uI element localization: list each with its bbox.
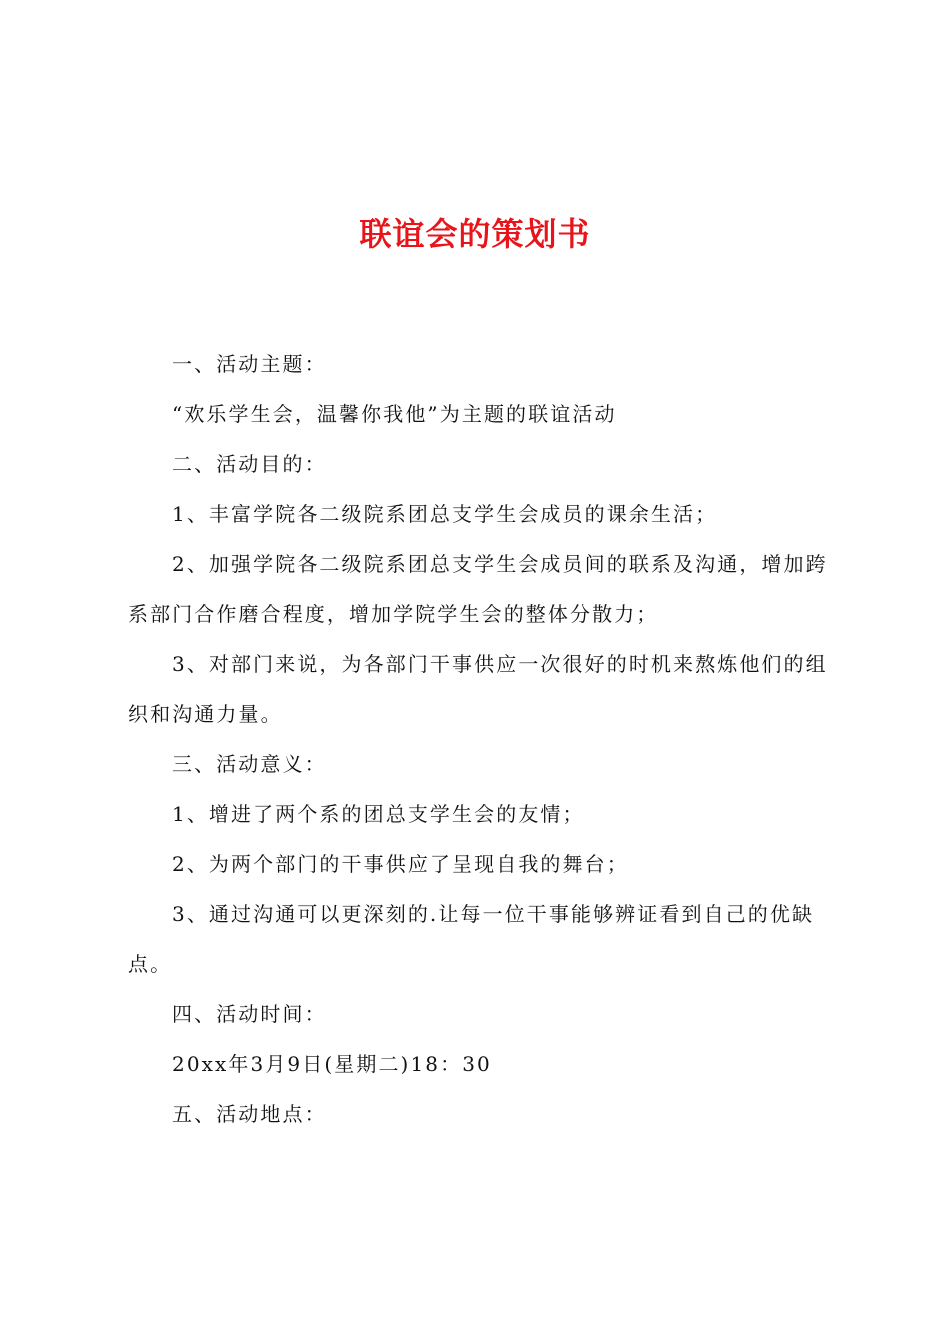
section-heading-purpose: 二、活动目的： <box>172 452 327 476</box>
section-heading-location: 五、活动地点： <box>172 1102 327 1126</box>
significance-item-2: 2、为两个部门的干事供应了呈现自我的舞台； <box>172 852 629 876</box>
section-heading-significance: 三、活动意义： <box>172 752 327 776</box>
purpose-item-1: 1、丰富学院各二级院系团总支学生会成员的课余生活； <box>172 502 718 526</box>
significance-item-3: 3、通过沟通可以更深刻的.让每一位干事能够辨证看到自己的优缺点。 <box>128 902 815 976</box>
section-heading-time: 四、活动时间： <box>172 1002 327 1026</box>
purpose-item-2: 2、加强学院各二级院系团总支学生会成员间的联系及沟通，增加跨系部门合作磨合程度，增加学院学生会的整体分散力； <box>128 552 828 626</box>
section-heading-theme: 一、活动主题： <box>172 352 327 376</box>
document-body <box>128 339 833 1139</box>
theme-text: “欢乐学生会，温馨你我他”为主题的联谊活动 <box>172 402 617 426</box>
document-title: 联谊会的策划书 <box>359 215 591 253</box>
purpose-item-3: 3、对部门来说，为各部门干事供应一次很好的时机来熬炼他们的组织和沟通力量。 <box>128 652 828 726</box>
time-text: 20xx年3月9日(星期二)18：30 <box>172 1052 492 1076</box>
significance-item-1: 1、增进了两个系的团总支学生会的友情； <box>172 802 585 826</box>
